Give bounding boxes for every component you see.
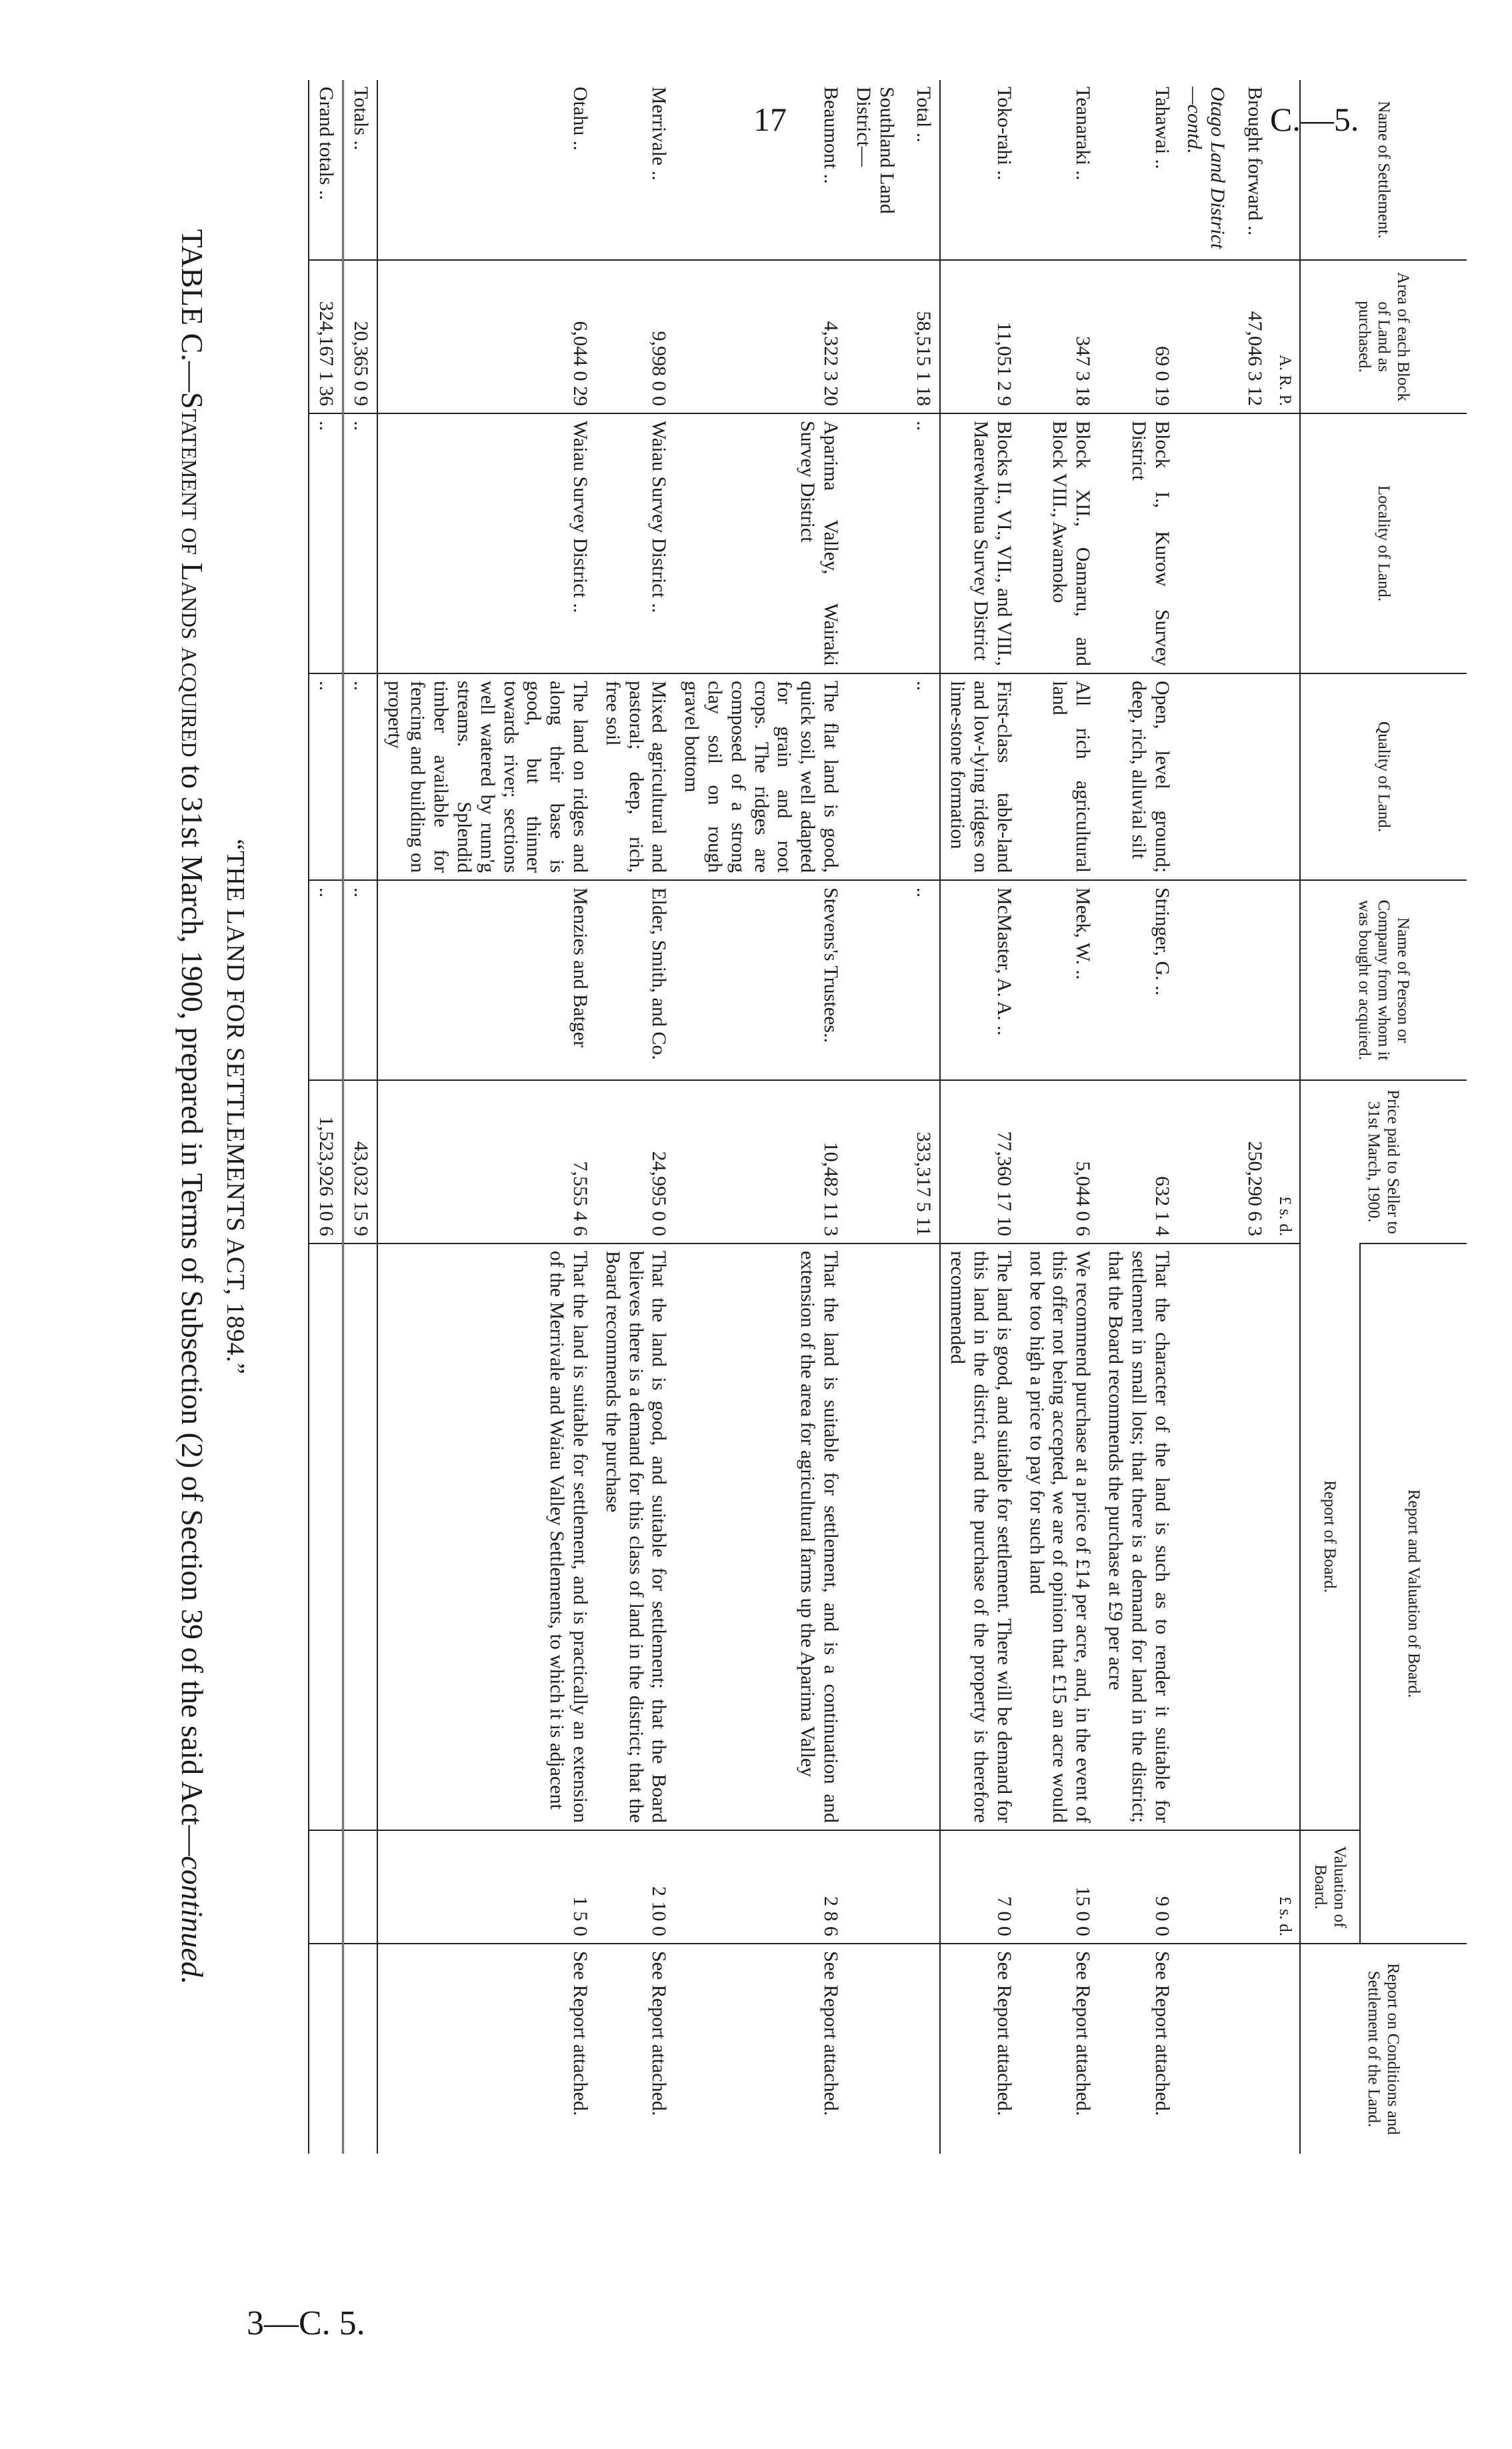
cell-valuation bbox=[847, 1830, 907, 1944]
cell-price: 250,290 6 3 bbox=[1238, 1080, 1271, 1244]
cell-area: 20,365 0 9 bbox=[343, 260, 377, 413]
cell-valuation bbox=[1238, 1830, 1271, 1944]
cell-quality: All rich agricultural land bbox=[1020, 673, 1099, 880]
header-board-group: Report and Valuation of Board. bbox=[1360, 1244, 1467, 1944]
cell-quality: .. bbox=[907, 673, 941, 880]
header-locality: Locality of Land. bbox=[1300, 413, 1467, 673]
header-quality: Quality of Land. bbox=[1300, 673, 1467, 880]
price-units: £ s. d. bbox=[1271, 1080, 1300, 1244]
cell-valuation: 9 0 0 bbox=[1099, 1830, 1177, 1944]
header-valuation: Valuation of Board. bbox=[1300, 1830, 1360, 1944]
cell-conditions: See Report attached. bbox=[1099, 1944, 1177, 2154]
title-middle: to 31st March, 1900, prepared in Terms of Subsection (2) of Section 39 of the said Act— bbox=[175, 757, 209, 1856]
cell-person bbox=[1238, 880, 1271, 1080]
cell-conditions: See Report attached. bbox=[675, 1944, 847, 2154]
cell-valuation: 2 10 0 bbox=[596, 1830, 675, 1944]
cell-report: The land is good, and suitable for settlement. There will be demand for this land in the district, and the purchase of the property is therefore recommended bbox=[940, 1244, 1019, 1830]
header-person: Name of Person or Company from whom it was bought or acquired. bbox=[1300, 880, 1467, 1080]
table-row bbox=[907, 80, 941, 2154]
page-number: 17 bbox=[753, 101, 787, 138]
title-italic-tail: continued. bbox=[175, 1856, 209, 1985]
cell-person: .. bbox=[343, 880, 377, 1080]
cell-quality bbox=[1238, 673, 1271, 880]
cell-valuation bbox=[1178, 1830, 1239, 1944]
cell-valuation: 1 5 0 bbox=[377, 1830, 596, 1944]
cell-area: 9,998 0 0 bbox=[596, 260, 675, 413]
table-row bbox=[1099, 80, 1177, 2154]
cell-quality: The land on ridges and along their base is good, but thinner towards river; sections well watered by runn'g streams. Splendid timber available for fencing and building on property bbox=[377, 673, 596, 880]
table-row bbox=[343, 80, 377, 2154]
cell-price: 43,032 15 9 bbox=[343, 1080, 377, 1244]
header-board-report: Report of Board. bbox=[1300, 1244, 1360, 1830]
cell-area bbox=[847, 260, 907, 413]
cell-person: .. bbox=[907, 880, 941, 1080]
cell-price: 1,523,926 10 6 bbox=[309, 1080, 343, 1244]
cell-valuation: 2 8 6 bbox=[675, 1830, 847, 1944]
cell-report bbox=[907, 1244, 941, 1830]
cell-conditions bbox=[907, 1944, 941, 2154]
cell-name: Otahu .. bbox=[569, 87, 592, 151]
cell-name: Beaumont .. bbox=[820, 87, 843, 184]
cell-price: 77,360 17 10 bbox=[940, 1080, 1019, 1244]
cell-locality: .. bbox=[309, 413, 343, 673]
cell-area: 11,051 2 9 bbox=[940, 260, 1019, 413]
cell-report bbox=[1238, 1244, 1271, 1830]
cell-area: 47,046 3 12 bbox=[1238, 260, 1271, 413]
cell-conditions: See Report attached. bbox=[377, 1944, 596, 2154]
cell-quality: Open, level ground; deep, rich, alluvial silt bbox=[1099, 673, 1177, 880]
cell-valuation bbox=[343, 1830, 377, 1944]
cell-person bbox=[847, 880, 907, 1080]
header-name: Name of Settlement. bbox=[1300, 80, 1467, 260]
cell-conditions bbox=[343, 1944, 377, 2154]
cell-report bbox=[309, 1244, 343, 1830]
table-row bbox=[1238, 80, 1271, 2154]
cell-locality bbox=[1178, 413, 1239, 673]
header-area: Area of each Block of Land as purchased. bbox=[1300, 260, 1467, 413]
cell-conditions: See Report attached. bbox=[596, 1944, 675, 2154]
table-row bbox=[940, 80, 1019, 2154]
cell-valuation bbox=[907, 1830, 941, 1944]
units-row bbox=[1271, 80, 1300, 2154]
cell-price: 7,555 4 6 bbox=[377, 1080, 596, 1244]
table-row bbox=[596, 80, 675, 2154]
cell-name: Brought forward .. bbox=[1244, 87, 1266, 236]
cell-conditions: See Report attached. bbox=[1020, 1944, 1099, 2154]
cell-quality bbox=[847, 673, 907, 880]
table-title bbox=[175, 0, 210, 2214]
footer-signature: 3—C. 5. bbox=[247, 2304, 365, 2342]
cell-price: 632 1 4 bbox=[1099, 1080, 1177, 1244]
title-caps: Statement of Lands acquired bbox=[175, 391, 209, 757]
cell-locality: Blocks II., VI., VII., and VIII., Maerewhenua Survey District bbox=[940, 413, 1019, 673]
act-subtitle: “THE LAND FOR SETTLEMENTS ACT, 1894.” bbox=[221, 839, 249, 1375]
cell-area: 324,167 1 36 bbox=[309, 260, 343, 413]
cell-name: Tahawai .. bbox=[1151, 87, 1173, 169]
cell-name: Otago Land District—contd. bbox=[1183, 87, 1229, 249]
cell-quality: Mixed agricultural and pastoral; deep, rich, free soil bbox=[596, 673, 675, 880]
cell-quality: .. bbox=[343, 673, 377, 880]
header-conditions: Report on Conditions and Settlement of the Land. bbox=[1300, 1944, 1467, 2154]
cell-conditions bbox=[1238, 1944, 1271, 2154]
land-statement-table bbox=[308, 80, 1467, 2154]
cell-valuation: 7 0 0 bbox=[940, 1830, 1019, 1944]
cell-report: That the land is good, and suitable for settlement; that the Board believes there is a demand for this class of land in the district; that the Board recommends the purchase bbox=[596, 1244, 675, 1830]
cell-quality: First-class table-land and low-lying ridges on lime-stone formation bbox=[940, 673, 1019, 880]
cell-report bbox=[343, 1244, 377, 1830]
cell-price bbox=[847, 1080, 907, 1244]
cell-person: McMaster, A. A. .. bbox=[940, 880, 1019, 1080]
cell-quality: The flat land is good, quick soil, well adapted for grain and root crops. The ridges are composed of a strong clay soil on rough gravel bottom bbox=[675, 673, 847, 880]
cell-person bbox=[1178, 880, 1239, 1080]
cell-conditions bbox=[847, 1944, 907, 2154]
cell-name: Totals .. bbox=[343, 80, 377, 260]
cell-area: 347 3 18 bbox=[1020, 260, 1099, 413]
cell-person: Elder, Smith, and Co. bbox=[596, 880, 675, 1080]
cell-locality: Block I., Kurow Survey District bbox=[1099, 413, 1177, 673]
cell-name: Southland Land District— bbox=[852, 87, 898, 214]
cell-conditions bbox=[1178, 1944, 1239, 2154]
cell-area: 69 0 19 bbox=[1099, 260, 1177, 413]
rotated-table-sheet bbox=[175, 0, 1467, 2214]
cell-valuation: 15 0 0 bbox=[1020, 1830, 1099, 1944]
table-row bbox=[377, 80, 596, 2154]
header-price: Price paid to Seller to 31st March, 1900. bbox=[1300, 1080, 1467, 1244]
cell-person: Stringer, G. .. bbox=[1099, 880, 1177, 1080]
cell-locality: .. bbox=[343, 413, 377, 673]
title-prefix: TABLE C.— bbox=[175, 229, 209, 392]
table-row bbox=[1020, 80, 1099, 2154]
cell-name: Teanaraki .. bbox=[1072, 87, 1095, 181]
cell-quality bbox=[1178, 673, 1239, 880]
document-code: C.—5. bbox=[1270, 101, 1359, 138]
cell-name: Grand totals .. bbox=[309, 80, 343, 260]
cell-price: 24,995 0 0 bbox=[596, 1080, 675, 1244]
cell-locality: Waiau Survey District .. bbox=[596, 413, 675, 673]
cell-report: That the character of the land is such as to render it suitable for settlement in small lots; that there is a demand for land in the district; that the Board recommends the purchase at £9 per acre bbox=[1099, 1244, 1177, 1830]
cell-locality: Block XII., Oamaru, and Block VIII., Awamoko bbox=[1020, 413, 1099, 673]
cell-report bbox=[1178, 1244, 1239, 1830]
cell-valuation bbox=[309, 1830, 343, 1944]
cell-price: 5,044 0 6 bbox=[1020, 1080, 1099, 1244]
cell-price: 10,482 11 3 bbox=[675, 1080, 847, 1244]
cell-report bbox=[847, 1244, 907, 1830]
cell-conditions: See Report attached. bbox=[940, 1944, 1019, 2154]
valuation-units: £ s. d. bbox=[1271, 1830, 1300, 1944]
cell-locality: Waiau Survey District .. bbox=[377, 413, 596, 673]
cell-report: That the land is suitable for settlement, and is a continuation and extension of the area for agricultural farms up the Aparima Valley bbox=[675, 1244, 847, 1830]
cell-price: 333,317 5 11 bbox=[907, 1080, 941, 1244]
cell-person: Stevens's Trustees.. bbox=[675, 880, 847, 1080]
cell-report: We recommend purchase at a price of £14 per acre, and, in the event of this offer not being accepted, we are of opinion that £15 an acre would not be too high a price to pay for such land bbox=[1020, 1244, 1099, 1830]
cell-report: That the land is suitable for settlement, and is practically an extension of the Merrivale and Waiau Valley Settlements, to which it is adjacent bbox=[377, 1244, 596, 1830]
cell-locality bbox=[847, 413, 907, 673]
cell-locality: .. bbox=[907, 413, 941, 673]
cell-person: Meek, W. .. bbox=[1020, 880, 1099, 1080]
cell-locality: Aparima Valley, Wairaki Survey District bbox=[675, 413, 847, 673]
cell-person: .. bbox=[309, 880, 343, 1080]
cell-area: 6,044 0 29 bbox=[377, 260, 596, 413]
table-row bbox=[675, 80, 847, 2154]
cell-area bbox=[1178, 260, 1239, 413]
table-row bbox=[847, 80, 907, 2154]
cell-quality: .. bbox=[309, 673, 343, 880]
table-row bbox=[309, 80, 343, 2154]
area-units: A. R. P. bbox=[1271, 260, 1300, 413]
cell-price bbox=[1178, 1080, 1239, 1244]
cell-area: 4,322 3 20 bbox=[675, 260, 847, 413]
table-row bbox=[1178, 80, 1239, 2154]
cell-conditions bbox=[309, 1944, 343, 2154]
cell-name: Total .. bbox=[907, 80, 941, 260]
cell-area: 58,515 1 18 bbox=[907, 260, 941, 413]
cell-name: Toko-rahi .. bbox=[993, 87, 1015, 181]
cell-locality bbox=[1238, 413, 1271, 673]
cell-name: Merrivale .. bbox=[648, 87, 671, 181]
cell-person: Menzies and Batger bbox=[377, 880, 596, 1080]
